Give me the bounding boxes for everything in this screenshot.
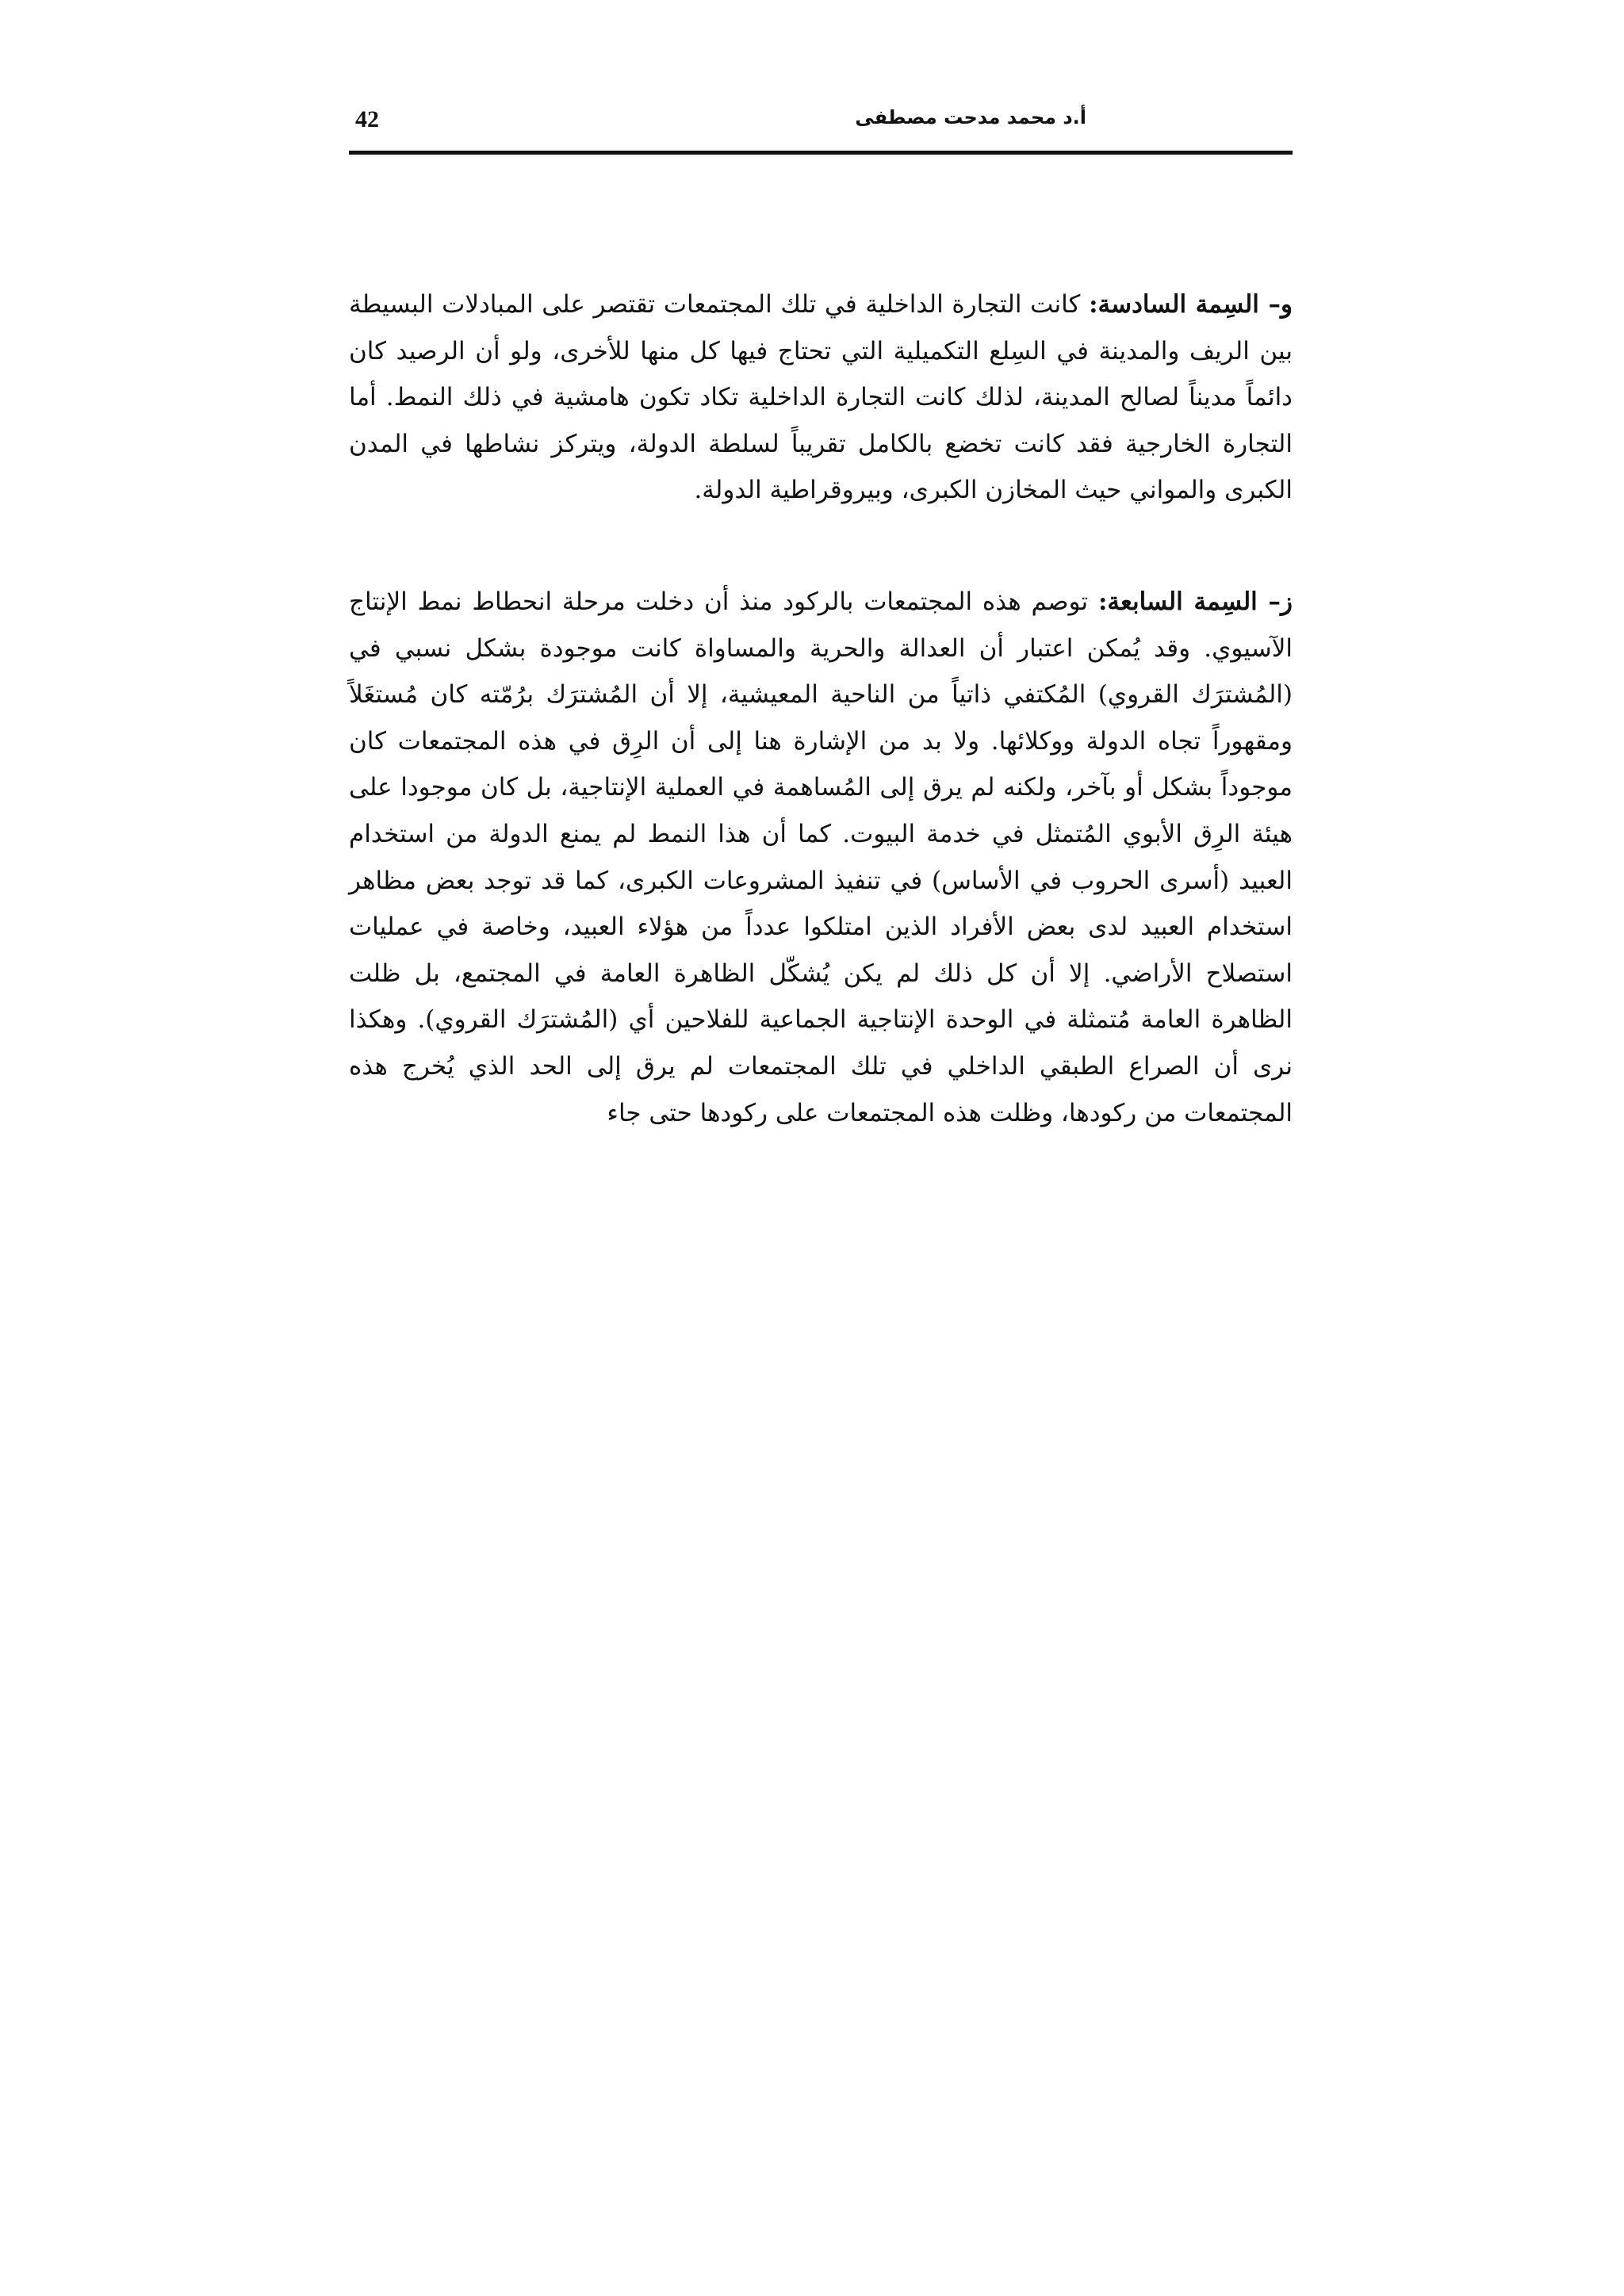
paragraph-heading: و– السِمة السادسة: xyxy=(1089,290,1293,319)
paragraph-text: كانت التجارة الداخلية في تلك المجتمعات تقتصر على المبادلات البسيطة بين الريف والمدينة في السِلع التكميلية التي تحتاج فيها كل منها للأخرى، ولو أن الرصيد كان دائماً مديناً لصالح المدينة، لذلك كانت التجارة الداخلية تكاد تكون هامشية في ذلك النمط. أما التجارة الخارجية فقد كانت تخضع بالكامل تقريباً لسلطة الدولة، ويتركز نشاطها في المدن الكبرى والمواني حيث المخازن الكبرى، وبيروقراطية الدولة. xyxy=(349,290,1293,505)
paragraph-text: توصم هذه المجتمعات بالركود منذ أن دخلت مرحلة انحطاط نمط الإنتاج الآسيوي. وقد يُمكن اعتبار أن العدالة والحرية والمساواة كانت موجودة بشكل نسبي في (المُشترَك القروي) المُكتفي ذاتياً من الناحية المعيشية، إلا أن المُشترَك برُمّته كان مُستغَلاً ومقهوراً تجاه الدولة ووكلائها. ولا بد من الإشارة هنا إلى أن الرِق في هذه المجتمعات كان موجوداً بشكل أو بآخر، ولكنه لم يرق إلى المُساهمة في العملية الإنتاجية، بل كان موجودا على هيئة الرِق الأبوي المُتمثل في خدمة البيوت. كما أن هذا النمط لم يمنع الدولة من استخدام العبيد (أسرى الحروب في الأساس) في تنفيذ المشروعات الكبرى، كما قد توجد بعض مظاهر استخدام العبيد لدى بعض الأفراد الذين امتلكوا عدداً من هؤلاء العبيد، وخاصة في عمليات استصلاح الأراضي. إلا أن كل ذلك لم يكن يُشكّل الظاهرة العامة في المجتمع، بل ظلت الظاهرة العامة مُتمثلة في الوحدة الإنتاجية الجماعية للفلاحين أي (المُشترَك القروي). وهكذا نرى أن الصراع الطبقي الداخلي في تلك المجتمعات لم يرق إلى الحد الذي يُخرج هذه المجتمعات من ركودها، وظلت هذه المجتمعات على ركودها حتى جاء xyxy=(349,587,1293,1127)
paragraph-seventh-feature xyxy=(349,579,1293,1136)
author-name: أ.د محمد مدحت مصطفى xyxy=(855,106,1086,128)
page-header xyxy=(349,103,1293,155)
page-number: 42 xyxy=(355,106,379,132)
paragraph-heading: ز– السِمة السابعة: xyxy=(1097,587,1293,616)
page-body xyxy=(349,281,1293,1136)
paragraph-sixth-feature xyxy=(349,281,1293,514)
